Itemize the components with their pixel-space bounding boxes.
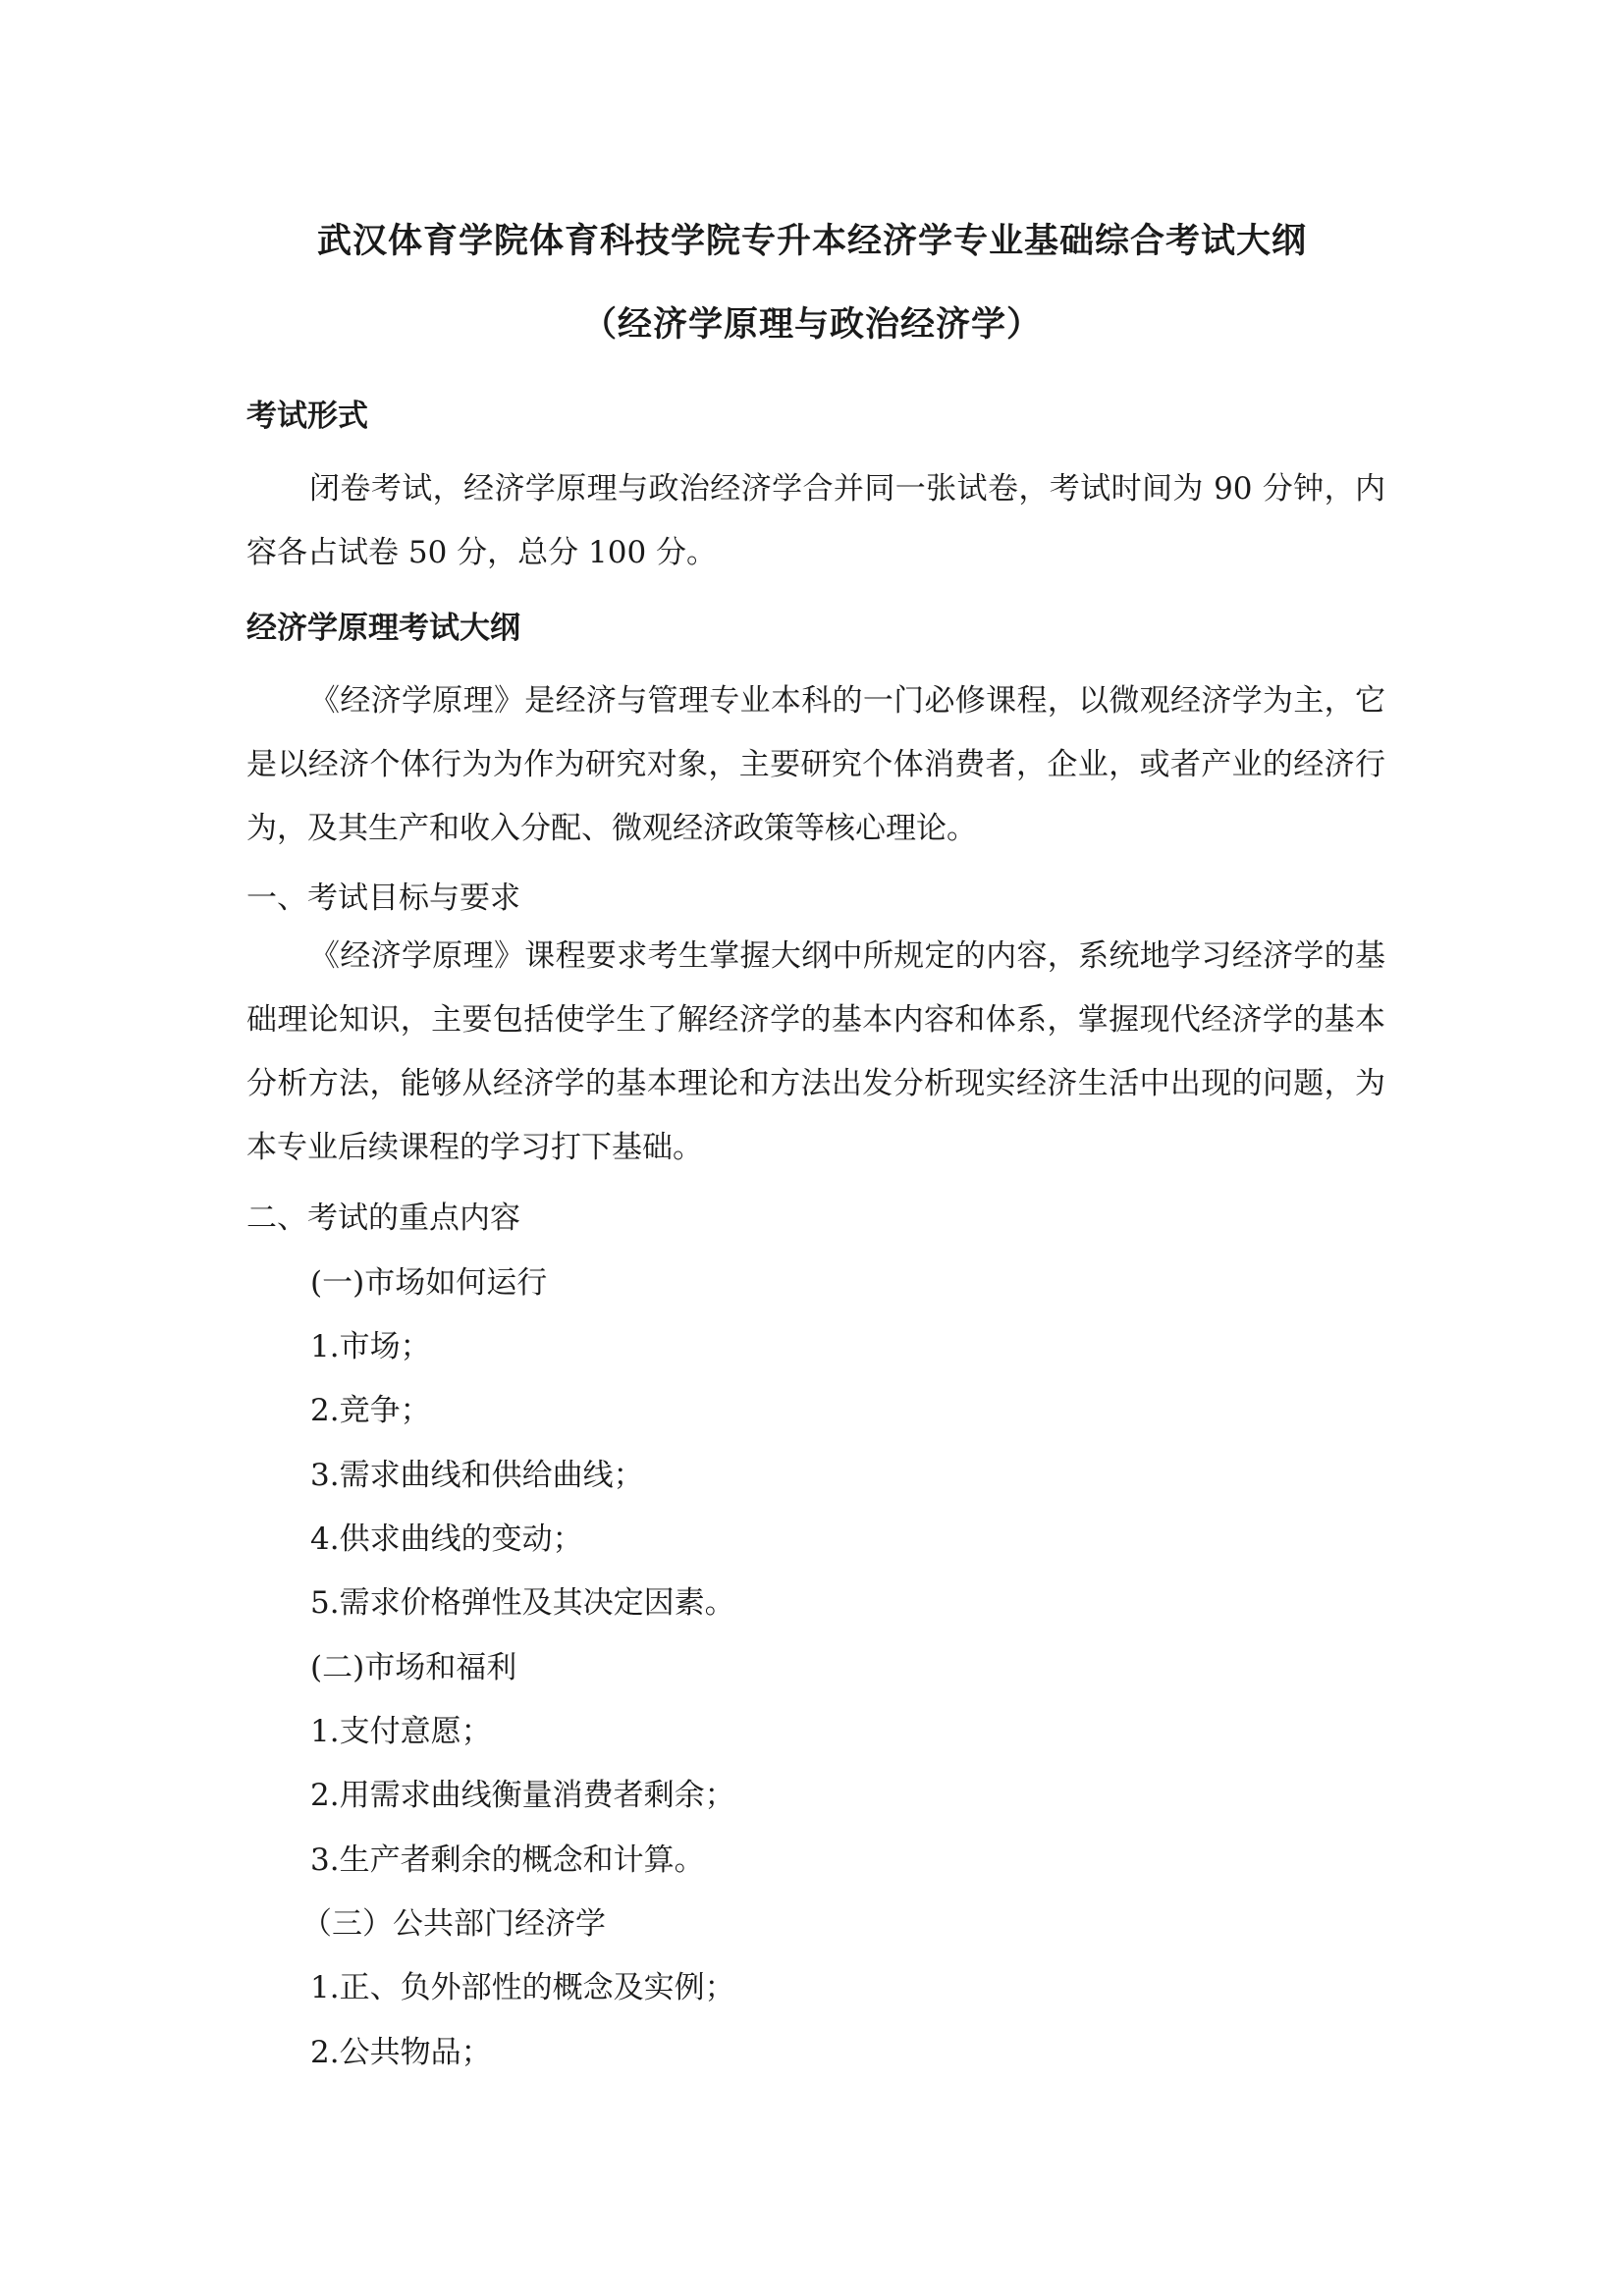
list-item: 3.生产者剩余的概念和计算。 (310, 1842, 705, 1878)
list-item: 1.正、负外部性的概念及实例； (310, 1970, 735, 2005)
heading-principles: 经济学原理考试大纲 (246, 611, 520, 646)
heading-exam-form: 考试形式 (246, 399, 368, 434)
paragraph-principles-intro: 《经济学原理》是经济与管理专业本科的一门必修课程，以微观经济学为主，它是以经济个体行为为作为研究对象，主要研究个体消费者，企业，或者产业的经济行为，及其生产和收入分配、微观经济政策等核心理论。 (246, 683, 1385, 846)
paragraph-goals: 《经济学原理》课程要求考生掌握大纲中所规定的内容，系统地学习经济学的基础理论知识，主要包括使学生了解经济学的基本内容和体系，掌握现代经济学的基本分析方法，能够从经济学的基本理论和方法出发分析现实经济生活中出现的问题，为本专业后续课程的学习打下基础。 (246, 938, 1385, 1165)
list-item: 1.支付意愿； (310, 1714, 492, 1749)
paragraph-exam-form: 闭卷考试，经济学原理与政治经济学合并同一张试卷，考试时间为 90 分钟，内容各占试卷 50 分，总分 100 分。 (246, 471, 1385, 570)
part-title: (二)市场和福利 (310, 1650, 517, 1685)
list-item: 2.公共物品； (310, 2035, 492, 2070)
part-title: （三）公共部门经济学 (301, 1906, 606, 1942)
part-title: (一)市场如何运行 (310, 1265, 548, 1301)
list-item: 3.需求曲线和供给曲线； (310, 1458, 644, 1493)
list-item: 4.供求曲线的变动； (310, 1522, 583, 1557)
heading-goals: 一、考试目标与要求 (246, 881, 520, 916)
document-title: 武汉体育学院体育科技学院专升本经济学专业基础综合考试大纲 (316, 222, 1307, 261)
list-item: 5.需求价格弹性及其决定因素。 (310, 1585, 735, 1621)
list-item: 1.市场； (310, 1329, 431, 1364)
heading-key-content: 二、考试的重点内容 (246, 1201, 520, 1236)
list-item: 2.用需求曲线衡量消费者剩余； (310, 1778, 735, 1813)
document-subtitle: （经济学原理与政治经济学） (581, 305, 1042, 345)
list-item: 2.竞争； (310, 1393, 431, 1428)
